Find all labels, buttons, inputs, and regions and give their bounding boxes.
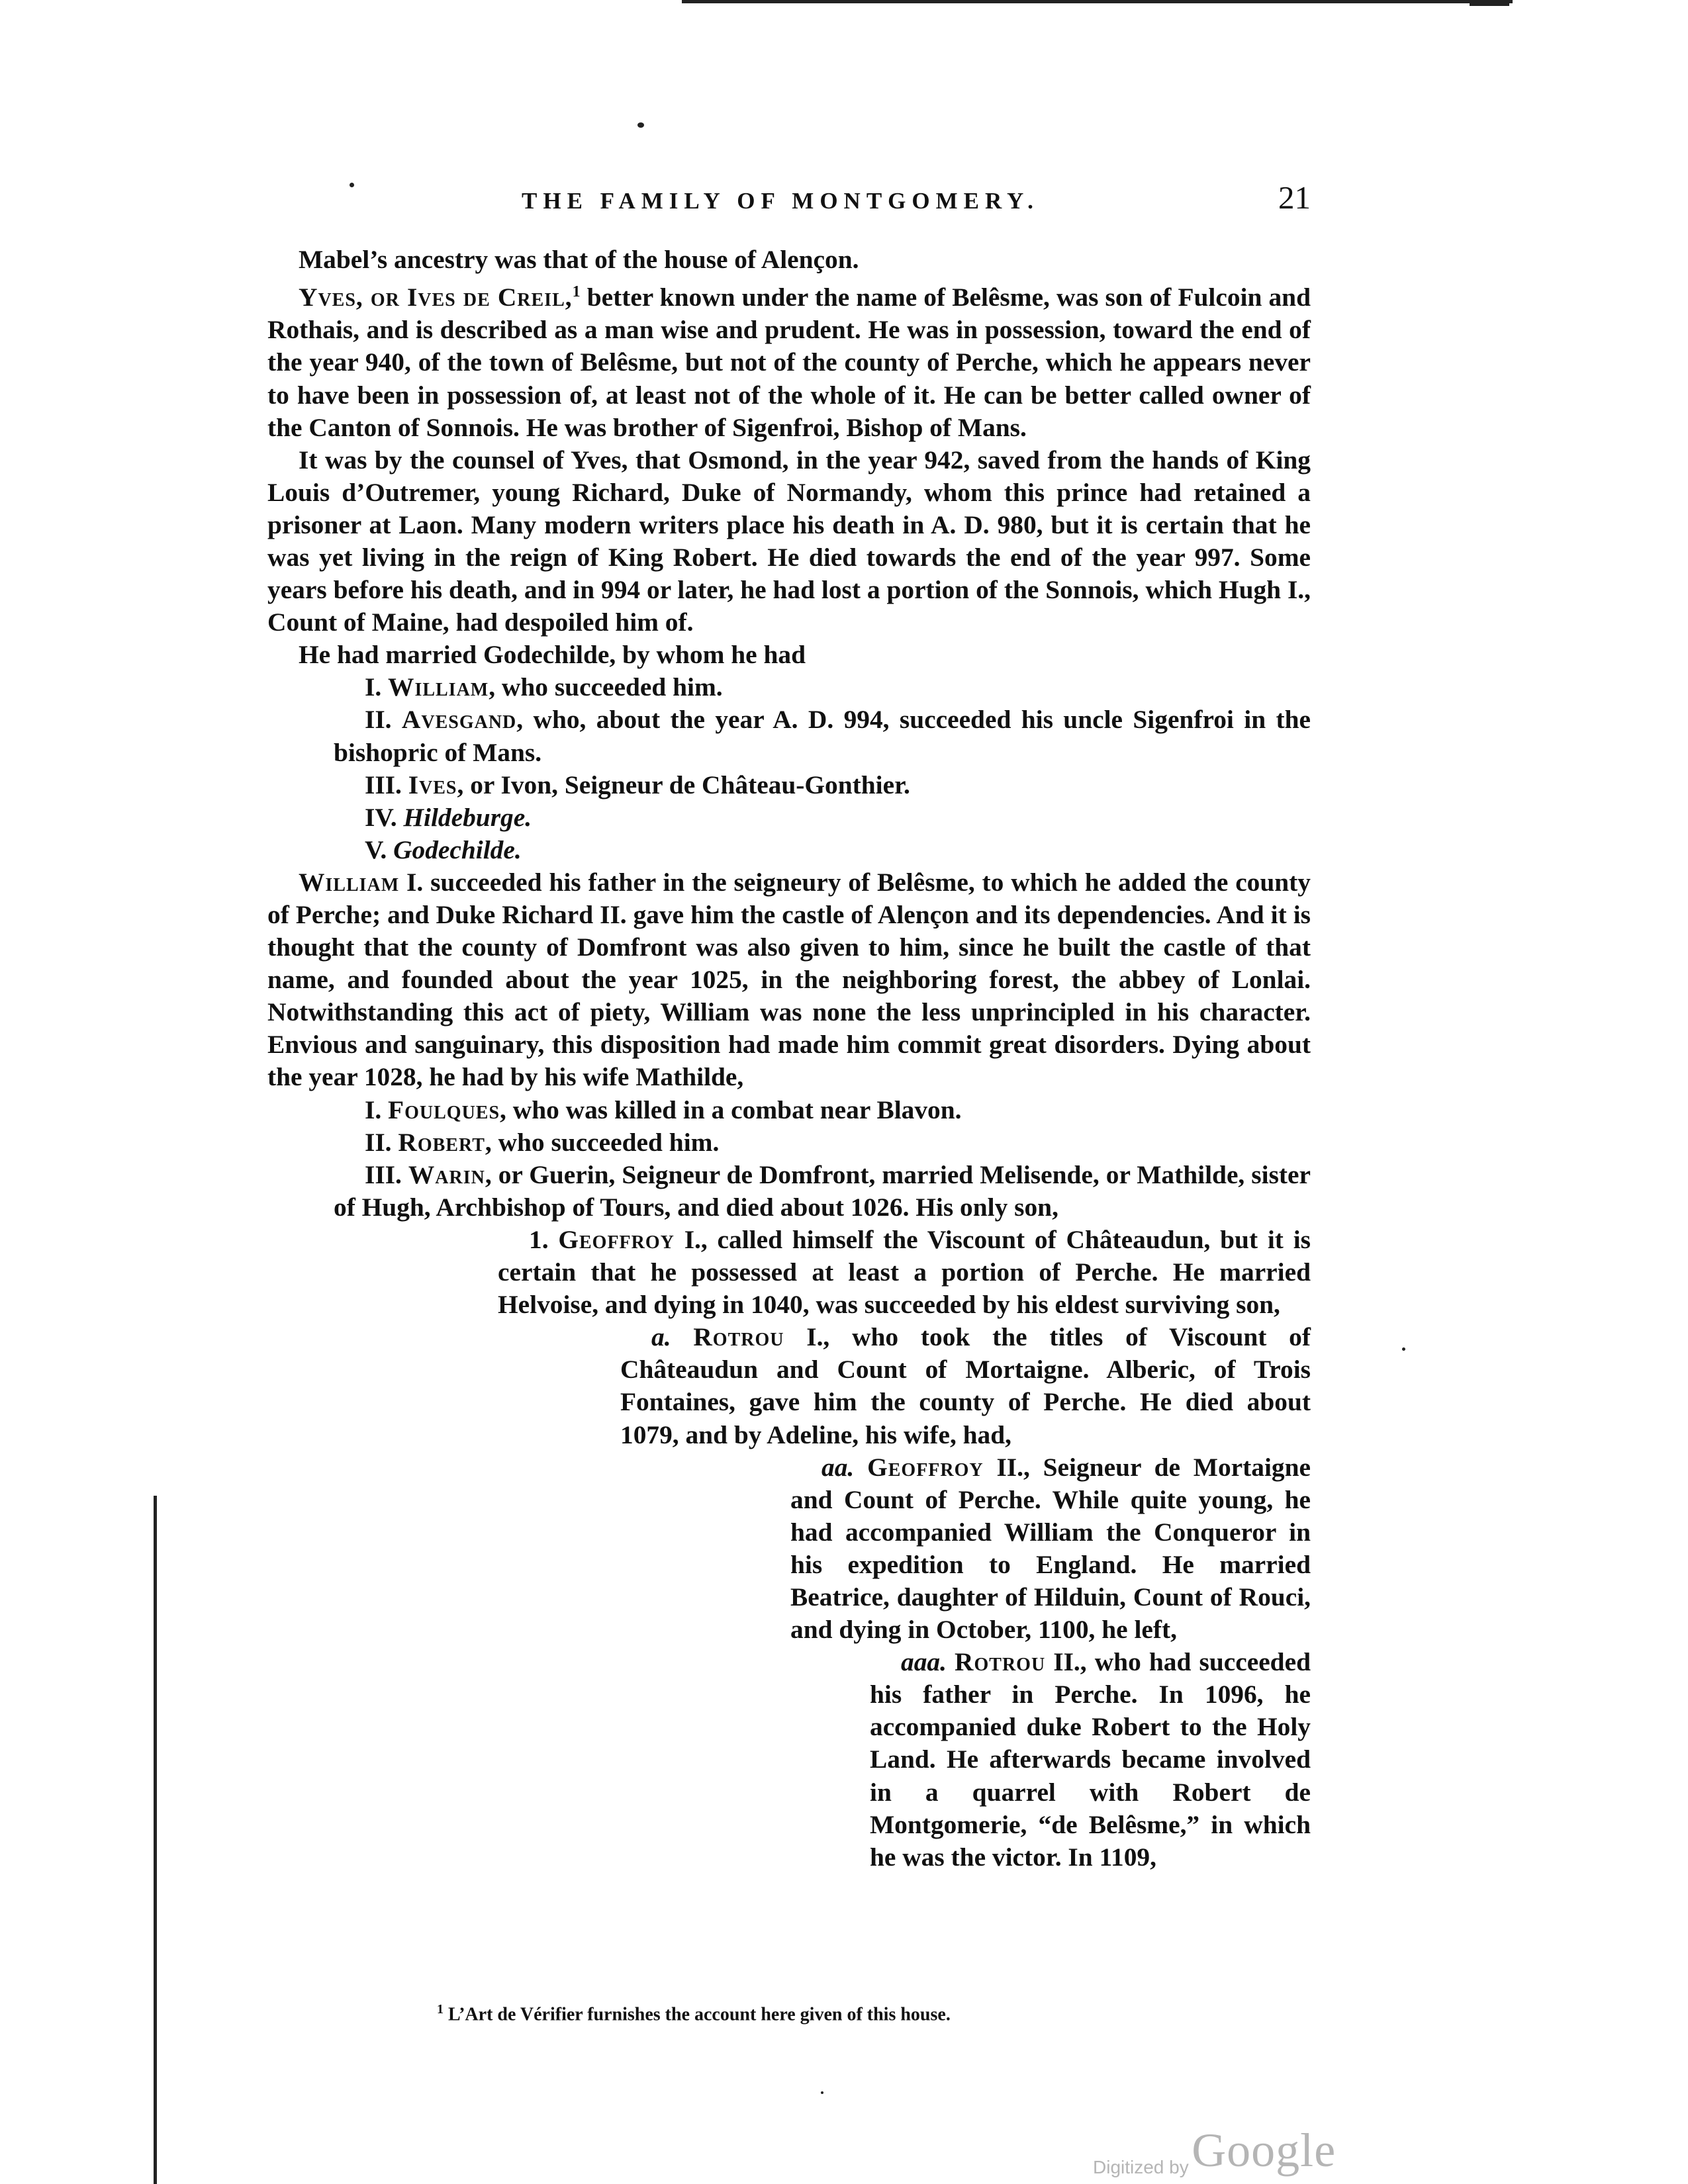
top-scan-edge — [682, 0, 1513, 3]
watermark-prefix: Digitized by — [1093, 2157, 1189, 2177]
list-item: III. Warin, or Guerin, Seigneur de Domfront, married Melisende, or Mathilde, sister of Hugh, Archbishop of Tours, and died about 1026. His only son, — [334, 1160, 1311, 1222]
paragraph — [267, 244, 1311, 276]
name-smallcaps: William — [299, 867, 400, 897]
running-title: THE FAMILY OF MONTGOMERY. — [522, 188, 1039, 214]
nested-entry-4: aaa. Rotrou II., who had succeeded his father in Perche. In 1096, he accompanied duke Robert to the Holy Land. He afterwards became involved in a quarrel with Robert de Montgomerie, “de Belêsme,” in which he was the victor. In 1109, — [870, 1647, 1311, 1872]
list-item: IV. Hildeburge. — [365, 802, 532, 832]
children-list-2 — [267, 1094, 1311, 1224]
list-item: II. Robert, who succeeded him. — [365, 1127, 720, 1157]
nested-entry-3: aa. Geoffroy II., Seigneur de Mortaigne and Count of Perche. While quite young, he had accompanied William the Conqueror in his expedition to England. He married Beatrice, daughter of Hilduin, Count of Rouci, and dying in October, 1100, he left, — [790, 1452, 1311, 1645]
page-number: 21 — [1278, 179, 1311, 216]
paragraph-text: I. succeeded his father in the seigneury of Belêsme, to which he added the county of Perche; and Duke Richard II. gave him the castle of Alençon and its dependencies. And it is thought that the county of Domfront was also given to him, since he built the castle of that name, and founded about the year 1025, in the neighboring forest, the abbey of Lonlai. Notwithstanding this act of piety, William was none the less unprincipled in his character. Envious and sanguinary, this disposition had made him commit great disorders. Dying about the year 1028, he had by his wife Mathilde, — [267, 867, 1311, 1092]
ink-speck — [1402, 1347, 1405, 1351]
digitized-by-watermark — [1093, 2123, 1336, 2177]
paragraph — [267, 444, 1311, 639]
scan-margin-line — [154, 1496, 157, 2184]
paragraph — [267, 866, 1311, 1094]
nested-entry-2: a. Rotrou I., who took the titles of Viscount of Châteaudun and Count of Mortaigne. Alberic, of Trois Fontaines, gave him the county of Perche. He died about 1079, and by Adeline, his wife, had, — [620, 1322, 1311, 1449]
paragraph-text: Mabel’s ancestry was that of the house of Alençon. — [299, 245, 859, 274]
running-header — [514, 179, 1311, 218]
list-item: I. Foulques, who was killed in a combat near Blavon. — [365, 1095, 962, 1124]
paragraph — [267, 276, 1311, 444]
nested-entry-1: 1. Geoffroy I., called himself the Viscount of Châteaudun, but it is certain that he possessed at least a portion of Perche. He married Helvoise, and dying in 1040, was succeeded by his eldest surviving son, — [498, 1224, 1311, 1320]
footnote: $^1$ L’Art de Vérifier furnishes the account here given of this house. — [437, 2002, 951, 2025]
ink-speck — [350, 183, 354, 187]
ink-speck — [637, 122, 644, 128]
list-item: II. Avesgand, who, about the year A. D. 994, succeeded his uncle Sigenfroi in the bishopric of Mans. — [334, 705, 1311, 767]
google-logo: Google — [1192, 2124, 1336, 2177]
paragraph-text: better known under the name of Belêsme, was son of Fulcoin and Rothais, and is described as a man wise and prudent. He was in possession, toward the end of the year 940, of the town of Belêsme, but not of the county of Perche, which he appears never to have been in possession of, at least not of the whole of it. He can be better called owner of the Canton of Sonnois. He was brother of Sigenfroi, Bishop of Mans. — [267, 283, 1311, 442]
list-item: I. William, who succeeded him. — [365, 672, 723, 702]
paragraph-text: It was by the counsel of Yves, that Osmond, in the year 942, saved from the hands of King Louis d’Outremer, young Richard, Duke of Normandy, whom this prince had retained a prisoner at Laon. Many modern writers place his death in A. D. 980, but it is certain that he was yet living in the reign of King Robert. He died towards the end of the year 997. Some years before his death, and in 994 or later, he had lost a portion of the Sonnois, which Hugh I., Count of Maine, had despoiled him of. — [267, 445, 1311, 637]
paragraph — [267, 639, 1311, 671]
list-item: III. Ives, or Ivon, Seigneur de Château-Gonthier. — [365, 770, 910, 799]
list-item: V. Godechilde. — [365, 835, 522, 864]
ink-speck — [821, 2091, 823, 2094]
top-scan-edge-mark — [1470, 0, 1509, 6]
name-smallcaps: Yves, or Ives de Creil, — [299, 283, 573, 312]
children-list-1 — [267, 671, 1311, 866]
body-text — [267, 244, 1311, 1874]
paragraph-text: He had married Godechilde, by whom he had — [299, 640, 806, 670]
footnote-ref: 1 — [572, 283, 581, 301]
